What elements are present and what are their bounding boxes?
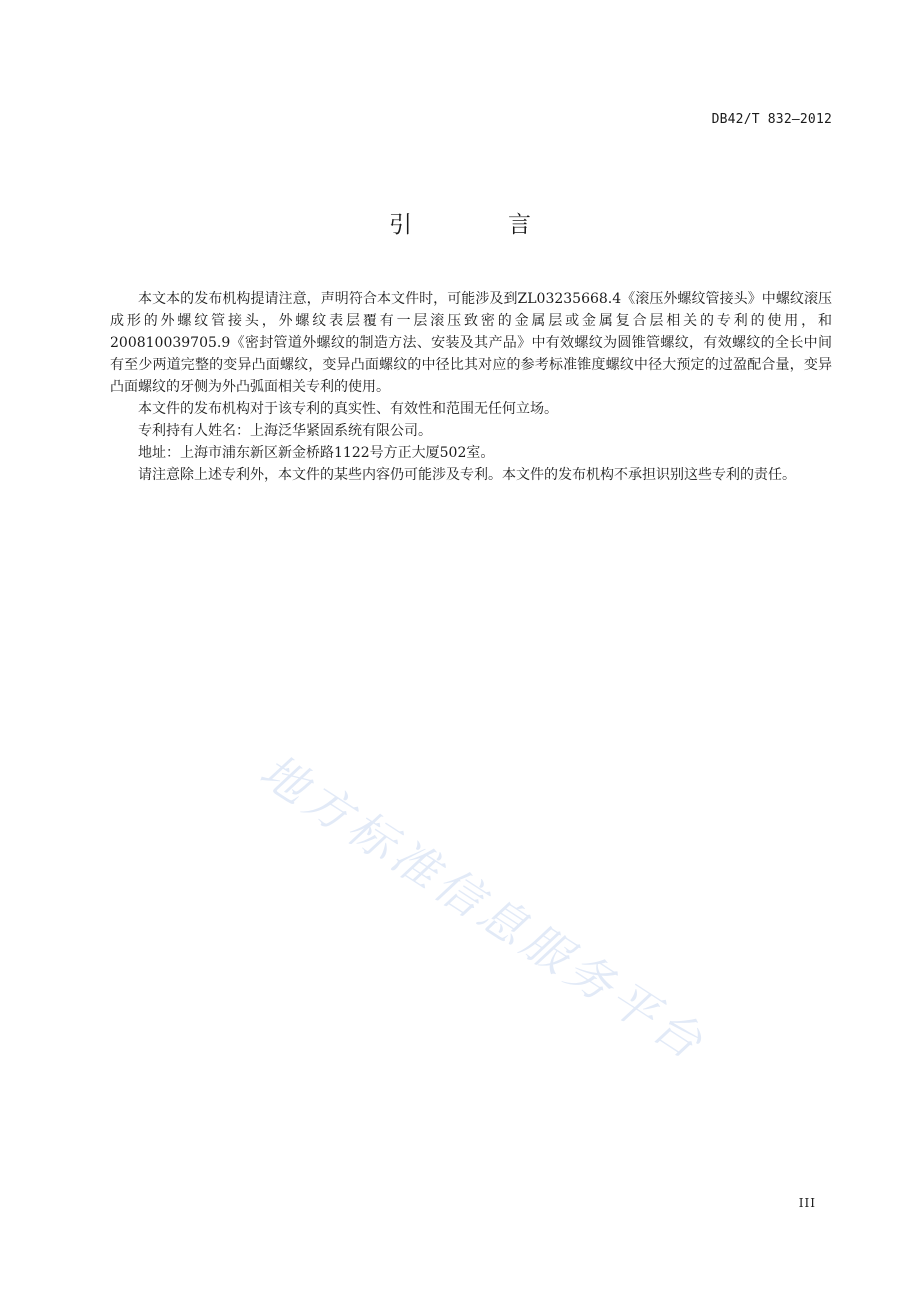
page-number: III xyxy=(798,1196,816,1210)
paragraph-patent-notice: 本文本的发布机构提请注意，声明符合本文件时，可能涉及到ZL03235668.4《滚压外螺纹管接头》中螺纹滚压成形的外螺纹管接头，外螺纹表层覆有一层滚压致密的金属层或金属复合层相关的专利的使用，和200810039705.9《密封管道外螺纹的制造方法、安装及其产品》中有效螺纹为圆锥管螺纹，有效螺纹的全长中间有至少两道完整的变异凸面螺纹，变异凸面螺纹的中径比其对应的参考标准锥度螺纹中径大预定的过盈配合量，变异凸面螺纹的牙侧为外凸弧面相关专利的使用。 xyxy=(110,291,832,395)
document-code: DB42/T 832—2012 xyxy=(711,112,832,127)
paragraph-address: 地址：上海市浦东新区新金桥路1122号方正大厦502室。 xyxy=(138,445,495,461)
watermark: 地方标准信息服务平台 xyxy=(250,743,717,1072)
paragraph-position-statement: 本文件的发布机构对于该专利的真实性、有效性和范围无任何立场。 xyxy=(138,401,558,417)
page-title: 引言 xyxy=(389,212,627,238)
body-content xyxy=(110,288,832,486)
paragraph-patent-holder: 专利持有人姓名：上海泛华紧固系统有限公司。 xyxy=(138,423,432,439)
paragraph-disclaimer: 请注意除上述专利外，本文件的某些内容仍可能涉及专利。本文件的发布机构不承担识别这些专利的责任。 xyxy=(138,467,796,483)
